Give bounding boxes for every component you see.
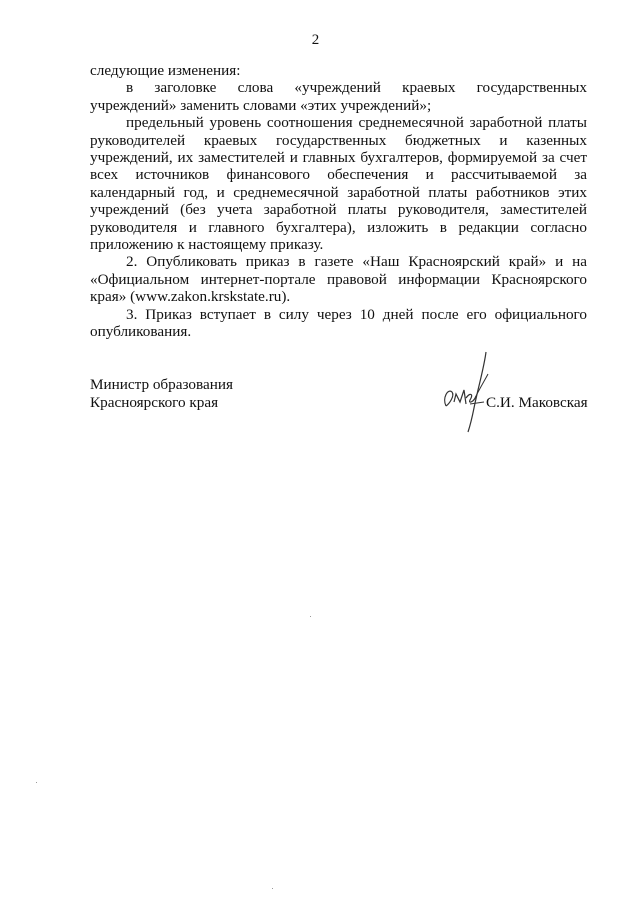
position-line-2: Красноярского края (90, 394, 219, 411)
paragraph-effective: 3. Приказ вступает в силу через 10 дней после его официального опубликования. (90, 305, 587, 341)
page-number: 2 (311, 32, 320, 48)
signer-name: С.И. Маковская (486, 394, 588, 411)
scan-speck (36, 782, 37, 783)
scan-speck (272, 888, 273, 889)
paragraph-intro: следующие изменения: (90, 62, 241, 79)
document-body (90, 62, 587, 341)
signature-position (90, 376, 233, 412)
paragraph-title-change: в заголовке слова «учреждений краевых государственных учреждений» заменить словами «этих учреждений»; (90, 79, 587, 114)
scan-speck (310, 616, 311, 617)
paragraph-publish: 2. Опубликовать приказ в газете «Наш Красноярский край» и на «Официальном интернет-портале правовой информации Красноярского края» (www.zakon.krskstate.ru). (90, 253, 587, 306)
handwritten-signature (440, 348, 500, 433)
position-line-1: Министр образования (90, 376, 233, 393)
paragraph-salary-ratio: предельный уровень соотношения среднемесячной заработной платы руководителей краевых государственных бюджетных и казенных учреждений, их заместителей и главных бухгалтеров, формируемой за счет всех источников финансового обеспечения и рассчитываемой за календарный год, и среднемесячной заработной платы работников этих учреждений (без учета заработной платы руководителя, заместителей руководителя и главного бухгалтера), изложить в редакции согласно приложению к настоящему приказу. (90, 114, 587, 254)
